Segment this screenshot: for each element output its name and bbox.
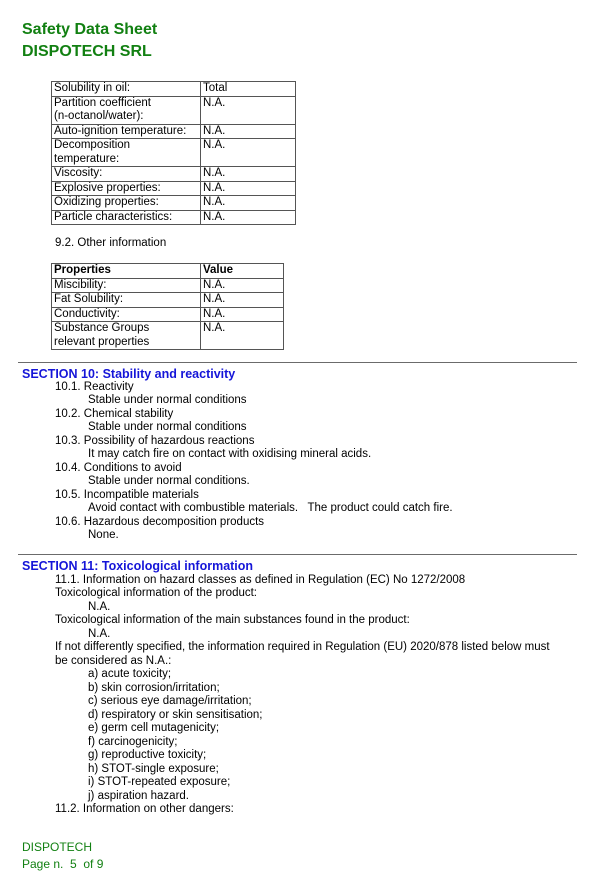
value-cell: N.A. [201, 167, 296, 182]
property-cell: Solubility in oil: [52, 82, 201, 97]
section-divider [18, 554, 577, 555]
property-cell: Particle characteristics: [52, 210, 201, 225]
value-cell: N.A. [201, 96, 296, 124]
table-row [52, 82, 296, 97]
value-cell: N.A. [201, 181, 296, 196]
substances-tox-label: Toxicological information of the main substances found in the product: [55, 614, 410, 626]
property-cell: Miscibility: [52, 278, 201, 293]
property-cell: Conductivity: [52, 307, 201, 322]
hazard-list-item: g) reproductive toxicity; [88, 749, 207, 761]
property-cell: Auto-ignition temperature: [52, 124, 201, 139]
value-cell: N.A. [201, 196, 296, 211]
section-10-title: SECTION 10: Stability and reactivity [22, 367, 236, 381]
hazard-list-item: d) respiratory or skin sensitisation; [88, 709, 263, 721]
page-number: Page n. 5 of 9 [22, 857, 104, 871]
table-row [52, 96, 296, 124]
value-cell: N.A. [201, 139, 296, 167]
section-11-1-heading: 11.1. Information on hazard classes as defined in Regulation (EC) No 1272/2008 [55, 574, 466, 586]
section-10-5-text: Avoid contact with combustible materials. The product could catch fire. [88, 502, 453, 514]
hazard-list-item: f) carcinogenicity; [88, 736, 178, 748]
property-cell: Decomposition temperature: [52, 139, 201, 167]
value-cell: N.A. [201, 293, 284, 308]
other-info-table [51, 263, 284, 350]
property-cell: Partition coefficient (n-octanol/water): [52, 96, 201, 124]
section-11-title: SECTION 11: Toxicological information [22, 559, 254, 573]
product-tox-value: N.A. [88, 601, 111, 613]
table-row [52, 322, 284, 350]
section-10-1-text: Stable under normal conditions [88, 394, 247, 406]
property-cell: Explosive properties: [52, 181, 201, 196]
value-cell: Total [201, 82, 296, 97]
section-11-2-heading: 11.2. Information on other dangers: [55, 803, 234, 815]
value-cell: N.A. [201, 322, 284, 350]
table-row [52, 181, 296, 196]
regulation-note-line-1: If not differently specified, the information required in Regulation (EU) 2020/878 listed below must [55, 641, 550, 653]
hazard-list-item: a) acute toxicity; [88, 668, 172, 680]
section-10-4-text: Stable under normal conditions. [88, 475, 250, 487]
table-row [52, 196, 296, 211]
value-cell: N.A. [201, 210, 296, 225]
other-info-heading: 9.2. Other information [55, 237, 167, 249]
physical-properties-table [51, 81, 296, 225]
value-cell: N.A. [201, 124, 296, 139]
table-row [52, 293, 284, 308]
property-cell: Viscosity: [52, 167, 201, 182]
company-name: DISPOTECH SRL [22, 43, 152, 60]
substances-tox-value: N.A. [88, 628, 111, 640]
value-cell: N.A. [201, 307, 284, 322]
property-cell: Fat Solubility: [52, 293, 201, 308]
section-divider [18, 362, 577, 363]
table-row [52, 278, 284, 293]
section-10-3-heading: 10.3. Possibility of hazardous reactions [55, 435, 255, 447]
hazard-list-item: c) serious eye damage/irritation; [88, 695, 252, 707]
value-cell: N.A. [201, 278, 284, 293]
column-header: Properties [52, 264, 201, 279]
hazard-list-item: i) STOT-repeated exposure; [88, 776, 231, 788]
section-10-1-heading: 10.1. Reactivity [55, 381, 134, 393]
hazard-list-item: j) aspiration hazard. [88, 790, 189, 802]
hazard-list-item: h) STOT-single exposure; [88, 763, 219, 775]
section-10-4-heading: 10.4. Conditions to avoid [55, 462, 182, 474]
table-header-row [52, 264, 284, 279]
footer-company: DISPOTECH [22, 840, 93, 854]
section-10-3-text: It may catch fire on contact with oxidising mineral acids. [88, 448, 372, 460]
document-title: Safety Data Sheet [22, 21, 158, 38]
table-row [52, 307, 284, 322]
section-10-2-text: Stable under normal conditions [88, 421, 247, 433]
column-header: Value [201, 264, 284, 279]
property-cell: Oxidizing properties: [52, 196, 201, 211]
table-row [52, 139, 296, 167]
table-row [52, 124, 296, 139]
table-row [52, 167, 296, 182]
hazard-list-item: b) skin corrosion/irritation; [88, 682, 220, 694]
hazard-list-item: e) germ cell mutagenicity; [88, 722, 220, 734]
product-tox-label: Toxicological information of the product: [55, 587, 257, 599]
regulation-note-line-2: be considered as N.A.: [55, 655, 172, 667]
section-10-2-heading: 10.2. Chemical stability [55, 408, 174, 420]
section-10-5-heading: 10.5. Incompatible materials [55, 489, 199, 501]
section-10-6-heading: 10.6. Hazardous decomposition products [55, 516, 265, 528]
property-cell: Substance Groups relevant properties [52, 322, 201, 350]
table-row [52, 210, 296, 225]
section-10-6-text: None. [88, 529, 119, 541]
